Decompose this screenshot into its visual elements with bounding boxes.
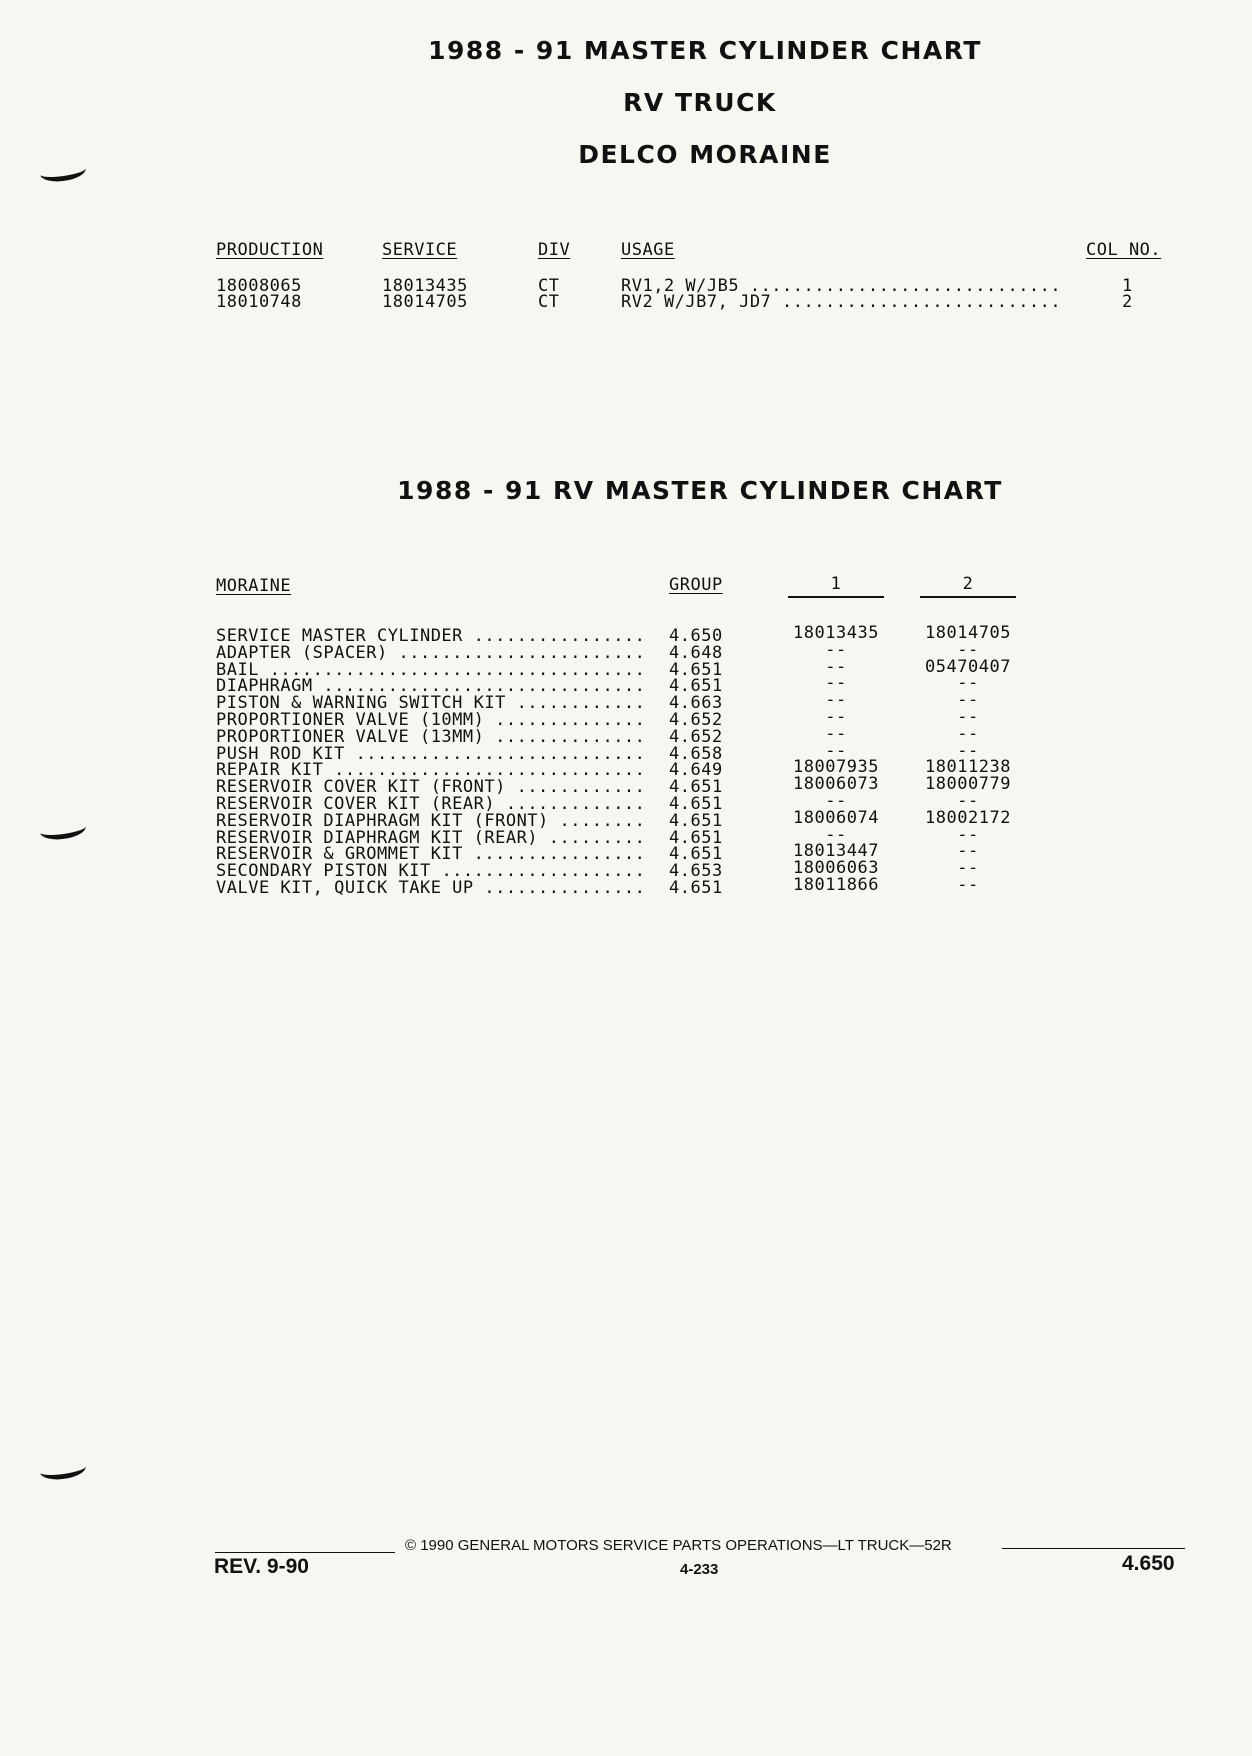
- part-group: 4.651: [669, 810, 723, 831]
- usage-text: RV1,2 W/JB5 .....: [621, 278, 1061, 295]
- footer-rule-left: [215, 1552, 395, 1553]
- part-name: PISTON & WARNING SWITCH KIT .....: [216, 695, 646, 712]
- part-name: RESERVOIR DIAPHRAGM KIT (REAR) .....: [216, 830, 646, 847]
- footer-section-number: 4.650: [1122, 1552, 1175, 1575]
- part-name: PROPORTIONER VALVE (10MM) .....: [216, 712, 646, 729]
- part-col1: --: [825, 740, 847, 761]
- part-group: 4.651: [669, 844, 723, 865]
- part-col2: 18014705: [925, 623, 1011, 643]
- part-col2: 18000779: [925, 774, 1011, 795]
- part-col1: 18006063: [793, 858, 879, 879]
- chart-title: 1988 - 91 RV MASTER CYLINDER CHART: [397, 476, 1003, 505]
- part-col1: 18013447: [793, 841, 879, 862]
- parts-col-2: 2: [920, 574, 1016, 598]
- usage-div: CT: [538, 292, 560, 312]
- part-name: SECONDARY PISTON KIT .....: [216, 863, 646, 880]
- footer-revision: REV. 9-90: [214, 1555, 309, 1578]
- parts-col-moraine: MORAINE: [216, 576, 292, 596]
- part-col2: --: [957, 639, 979, 660]
- page-subtitle: RV TRUCK: [623, 88, 777, 117]
- usage-colno: 2: [1122, 292, 1133, 312]
- usage-col-production: PRODUCTION: [216, 240, 324, 260]
- part-col1: --: [825, 706, 847, 727]
- part-name: RESERVOIR COVER KIT (FRONT) .....: [216, 779, 646, 796]
- part-group: 4.651: [669, 777, 723, 798]
- parts-col-1: 1: [788, 574, 884, 598]
- part-name: RESERVOIR COVER KIT (REAR) .....: [216, 796, 646, 813]
- part-name: ADAPTER (SPACER) .....: [216, 645, 646, 662]
- part-col2: --: [957, 673, 979, 694]
- part-col1: --: [825, 639, 847, 660]
- page-title: 1988 - 91 MASTER CYLINDER CHART: [428, 36, 982, 65]
- parts-col-group: GROUP: [669, 575, 723, 595]
- part-group: 4.651: [669, 676, 723, 697]
- part-col2: --: [957, 858, 979, 879]
- part-col1: --: [825, 690, 847, 711]
- part-name: PROPORTIONER VALVE (13MM) .....: [216, 729, 646, 746]
- part-col1: 18013435: [793, 623, 879, 643]
- part-col1: --: [825, 824, 847, 845]
- part-col2: --: [957, 690, 979, 711]
- part-group: 4.650: [669, 626, 723, 646]
- part-group: 4.663: [669, 693, 723, 714]
- part-name: RESERVOIR DIAPHRAGM KIT (FRONT) .....: [216, 813, 646, 830]
- part-col2: --: [957, 874, 979, 895]
- part-col1: --: [825, 790, 847, 811]
- part-group: 4.658: [669, 743, 723, 764]
- part-group: 4.651: [669, 659, 723, 680]
- usage-service: 18013435: [382, 276, 468, 296]
- part-col2: 18011238: [925, 757, 1011, 778]
- part-name: SERVICE MASTER CYLINDER .....: [216, 628, 646, 645]
- footer-rule-right: [1002, 1548, 1185, 1549]
- usage-production: 18010748: [216, 292, 302, 312]
- part-col2: --: [957, 824, 979, 845]
- part-col2: --: [957, 740, 979, 761]
- usage-col-usage: USAGE: [621, 240, 675, 260]
- part-col1: --: [825, 656, 847, 677]
- part-group: 4.648: [669, 642, 723, 663]
- parts-row: [216, 874, 1056, 898]
- punch-hole-top: [39, 159, 87, 184]
- usage-text: RV2 W/JB7, JD7 .....: [621, 294, 1061, 311]
- part-group: 4.652: [669, 709, 723, 730]
- part-name: DIAPHRAGM .....: [216, 678, 646, 695]
- part-group: 4.649: [669, 760, 723, 781]
- part-col1: 18011866: [793, 874, 879, 895]
- part-group: 4.653: [669, 861, 723, 882]
- part-name: VALVE KIT, QUICK TAKE UP .....: [216, 880, 646, 897]
- part-col1: --: [825, 723, 847, 744]
- part-group: 4.652: [669, 726, 723, 747]
- part-col2: --: [957, 706, 979, 727]
- part-group: 4.651: [669, 827, 723, 848]
- part-group: 4.651: [669, 877, 723, 898]
- usage-row: [216, 294, 1156, 328]
- part-col1: 18006073: [793, 774, 879, 795]
- part-col1: --: [825, 673, 847, 694]
- usage-service: 18014705: [382, 292, 468, 312]
- usage-production: 18008065: [216, 276, 302, 296]
- part-col2: 18002172: [925, 807, 1011, 828]
- usage-col-colno: COL NO.: [1086, 240, 1162, 260]
- usage-col-service: SERVICE: [382, 240, 458, 260]
- part-col2: 05470407: [925, 656, 1011, 677]
- punch-hole-middle: [39, 817, 87, 842]
- usage-col-div: DIV: [538, 240, 571, 260]
- usage-div: CT: [538, 276, 560, 296]
- part-name: RESERVOIR & GROMMET KIT .....: [216, 846, 646, 863]
- part-name: REPAIR KIT .....: [216, 762, 646, 779]
- part-name: PUSH ROD KIT .....: [216, 746, 646, 763]
- punch-hole-bottom: [39, 1457, 87, 1482]
- footer-page-number: 4-233: [680, 1561, 719, 1578]
- footer-copyright: © 1990 GENERAL MOTORS SERVICE PARTS OPERATIONS—LT TRUCK—52R: [405, 1537, 952, 1554]
- part-col2: --: [957, 723, 979, 744]
- part-col2: --: [957, 790, 979, 811]
- usage-colno: 1: [1122, 276, 1133, 296]
- part-group: 4.651: [669, 793, 723, 814]
- brand-heading: DELCO MORAINE: [578, 140, 832, 169]
- part-col1: 18006074: [793, 807, 879, 828]
- part-name: BAIL .....: [216, 662, 646, 679]
- part-col1: 18007935: [793, 757, 879, 778]
- part-col2: --: [957, 841, 979, 862]
- parts-rows: [216, 623, 1056, 898]
